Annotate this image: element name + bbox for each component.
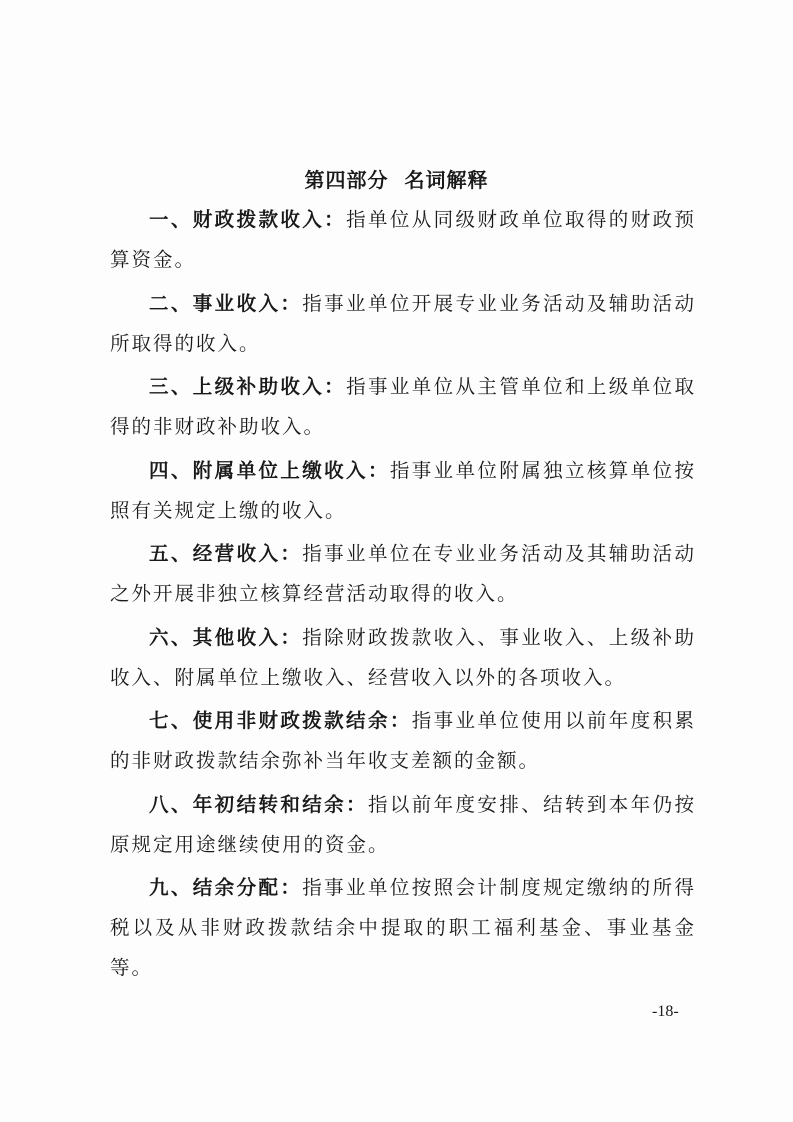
definition-term: 四、附属单位上缴收入： bbox=[149, 458, 390, 482]
definition-item bbox=[110, 618, 696, 698]
definition-item bbox=[110, 534, 696, 614]
definition-text: 指事业单位按照会计制度规定缴纳的所得税以及从非财政拨款结余中提取的职工福利基金、事业基金等。 bbox=[110, 876, 696, 979]
definition-text: 指事业单位使用以前年度积累的非财政拨款结余弥补当年收支差额的金额。 bbox=[110, 709, 696, 772]
definition-text: 指事业单位开展专业业务活动及辅助活动所取得的收入。 bbox=[110, 291, 696, 355]
definition-term: 五、经营收入： bbox=[149, 542, 303, 565]
definition-item bbox=[110, 785, 696, 865]
section-title: 第四部分 名词解释 bbox=[304, 168, 489, 192]
definition-text: 指除财政拨款收入、事业收入、上级补助收入、附属单位上缴收入、经营收入以外的各项收入。 bbox=[110, 625, 696, 689]
definition-item bbox=[110, 451, 696, 531]
definition-text: 指事业单位在专业业务活动及其辅助活动之外开展非独立核算经营活动取得的收入。 bbox=[110, 542, 696, 605]
definition-term: 七、使用非财政拨款结余： bbox=[149, 709, 412, 732]
definition-term: 九、结余分配： bbox=[149, 876, 303, 899]
definition-term: 二、事业收入： bbox=[149, 291, 303, 315]
definition-term: 一、财政拨款收入： bbox=[149, 208, 347, 231]
definition-term: 三、上级补助收入： bbox=[149, 375, 347, 398]
definition-item bbox=[110, 701, 696, 781]
page-number: -18- bbox=[652, 1003, 679, 1020]
definition-term: 八、年初结转和结余： bbox=[149, 792, 368, 816]
definition-text: 指事业单位附属独立核算单位按照有关规定上缴的收入。 bbox=[110, 458, 696, 522]
definition-item bbox=[110, 868, 696, 988]
definition-text: 指单位从同级财政单位取得的财政预算资金。 bbox=[110, 208, 696, 271]
definition-item bbox=[110, 284, 696, 364]
definition-item bbox=[110, 200, 696, 280]
definitions-list bbox=[110, 200, 696, 992]
definition-item bbox=[110, 367, 696, 447]
definition-text: 指事业单位从主管单位和上级单位取得的非财政补助收入。 bbox=[110, 375, 696, 438]
definition-text: 指以前年度安排、结转到本年仍按原规定用途继续使用的资金。 bbox=[110, 792, 696, 856]
definition-term: 六、其他收入： bbox=[149, 625, 303, 649]
